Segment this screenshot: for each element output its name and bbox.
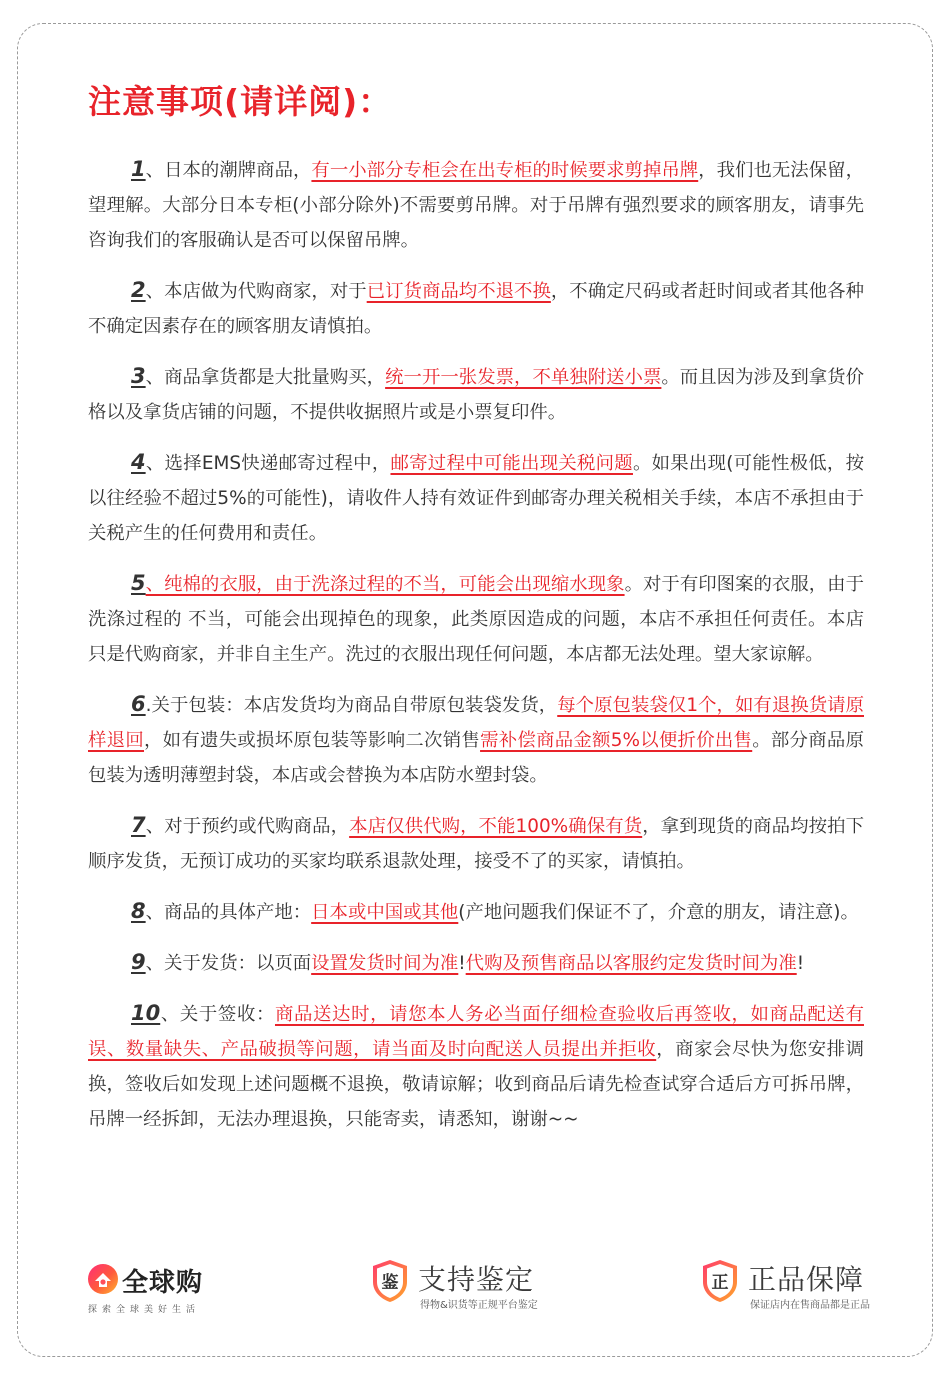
- notice-text: 、对于预约或代购商品，: [145, 816, 350, 837]
- notice-number: 1: [131, 157, 146, 181]
- notice-text: 、商品拿货都是大批量购买，: [145, 367, 386, 388]
- notice-text: .关于包装：本店发货均为商品自带原包装袋发货，: [145, 695, 558, 716]
- notice-number: 6: [131, 692, 146, 716]
- genuine-badge-subtitle: 保证店内在售商品都是正品: [750, 1300, 870, 1311]
- notice-text: !: [458, 953, 466, 974]
- genuine-badge-title: 正品保障: [748, 1263, 865, 1296]
- notice-text: 、选择EMS快递邮寄过程中，: [145, 453, 391, 474]
- notice-number: 9: [131, 950, 146, 974]
- brand-slogan: 探索全球美好生活: [88, 1305, 201, 1315]
- highlighted-text: 需补偿商品金额5%以便折价出售: [480, 730, 753, 751]
- notice-list: [88, 152, 864, 1152]
- highlighted-text: 代购及预售商品以客服约定发货时间为准: [465, 953, 797, 974]
- auth-seal-char: 鉴: [381, 1273, 399, 1293]
- notice-item: [88, 687, 864, 793]
- highlighted-text: 日本或中国或其他: [311, 902, 459, 923]
- auth-badge-subtitle: 得物&识货等正规平台鉴定: [420, 1300, 538, 1311]
- notice-item: [88, 152, 864, 258]
- notice-text: !: [796, 953, 805, 974]
- highlighted-text: 本店仅供代购，不能100%确保有货: [349, 816, 643, 837]
- notice-number: 10: [131, 1001, 161, 1025]
- notice-text: ，商家会尽快为您安排调换，签收后如发现上述问题概不退换，敬请谅解；收到商品后请先检查试穿合适后方可拆吊牌，吊牌一经拆卸，无法办理退换，只能寄卖，请悉知，谢谢~~: [88, 1039, 864, 1130]
- highlighted-text: 有一小部分专柜会在出专柜的时候要求剪掉吊牌: [311, 160, 699, 181]
- notice-item: [88, 359, 864, 430]
- highlighted-text: 设置发货时间为准: [311, 953, 459, 974]
- shield-icon: [370, 1258, 410, 1304]
- notice-text: (产地问题我们保证不了，介意的朋友，请注意)。: [458, 902, 859, 923]
- highlighted-text: 每个原包装袋仅1个，如有退换货请原样退回: [88, 695, 864, 751]
- notice-item: [88, 445, 864, 551]
- notice-text: 、本店做为代购商家，对于: [145, 281, 367, 302]
- notice-text: 。如果出现(可能性极低，按以往经验不超过5%的可能性)，请收件人持有效证件到邮寄办理关税相关手续，本店不承担由于关税产生的任何费用和责任。: [88, 453, 864, 544]
- notice-item: [88, 808, 864, 879]
- notice-text: 。部分商品原包装为透明薄塑封袋，本店或会替换为本店防水塑封袋。: [88, 730, 864, 786]
- auth-badge-title: 支持鉴定: [418, 1263, 535, 1296]
- notice-number: 8: [131, 899, 146, 923]
- genuine-seal-char: 正: [711, 1273, 729, 1293]
- notice-text: 、关于发货：以页面: [145, 953, 312, 974]
- notice-text: 、商品的具体产地：: [145, 902, 312, 923]
- notice-number: 2: [131, 278, 146, 302]
- brand-name: 全球购: [122, 1268, 204, 1298]
- shield-icon: [700, 1258, 740, 1304]
- notice-text: 。对于有印图案的衣服，由于洗涤过程的 不当，可能会出现掉色的现象，此类原因造成的问题，本店不承担任何责任。本店只是代购商家，并非自主生产。洗过的衣服出现任何问题，本店都无法处理。望大家谅解。: [88, 574, 864, 665]
- notice-text: ，我们也无法保留，望理解。大部分日本专柜(小部分除外)不需要剪吊牌。对于吊牌有强烈要求的顾客朋友，请事先咨询我们的客服确认是否可以保留吊牌。: [88, 160, 864, 251]
- notice-text: ，如有遗失或损坏原包装等影响二次销售: [144, 730, 481, 751]
- notice-text: 。而且因为涉及到拿货价格以及拿货店铺的问题，不提供收据照片或是小票复印件。: [88, 367, 864, 423]
- notice-item: [88, 996, 864, 1137]
- notice-number: 7: [131, 813, 146, 837]
- notice-text: 、关于签收：: [160, 1004, 275, 1025]
- global-shopping-logo-icon: [86, 1262, 120, 1296]
- highlighted-text: 、纯棉的衣服，由于洗涤过程的不当，可能会出现缩水现象: [145, 574, 625, 595]
- highlighted-text: 邮寄过程中可能出现关税问题: [390, 453, 633, 474]
- highlighted-text: 已订货商品均不退不换: [366, 281, 551, 302]
- page-title: 注意事项(请详阅)：: [88, 82, 393, 121]
- notice-text: ，不确定尺码或者赶时间或者其他各种不确定因素存在的顾客朋友请慎拍。: [88, 281, 864, 337]
- notice-text: 、日本的潮牌商品，: [145, 160, 312, 181]
- footer: [0, 1252, 950, 1322]
- notice-item: [88, 273, 864, 344]
- notice-number: 3: [131, 364, 146, 388]
- notice-item: [88, 945, 864, 981]
- notice-number: 4: [131, 450, 146, 474]
- notice-item: [88, 894, 864, 930]
- notice-text: ，拿到现货的商品均按拍下顺序发货，无预订成功的买家均联系退款处理，接受不了的买家，请慎拍。: [88, 816, 864, 872]
- highlighted-text: 统一开一张发票，不单独附送小票: [385, 367, 662, 388]
- highlighted-text: 商品送达时，请您本人务必当面仔细检查验收后再签收，如商品配送有误、数量缺失、产品破损等问题，请当面及时向配送人员提出并拒收: [88, 1004, 864, 1060]
- notice-number: 5: [131, 571, 146, 595]
- notice-item: [88, 566, 864, 672]
